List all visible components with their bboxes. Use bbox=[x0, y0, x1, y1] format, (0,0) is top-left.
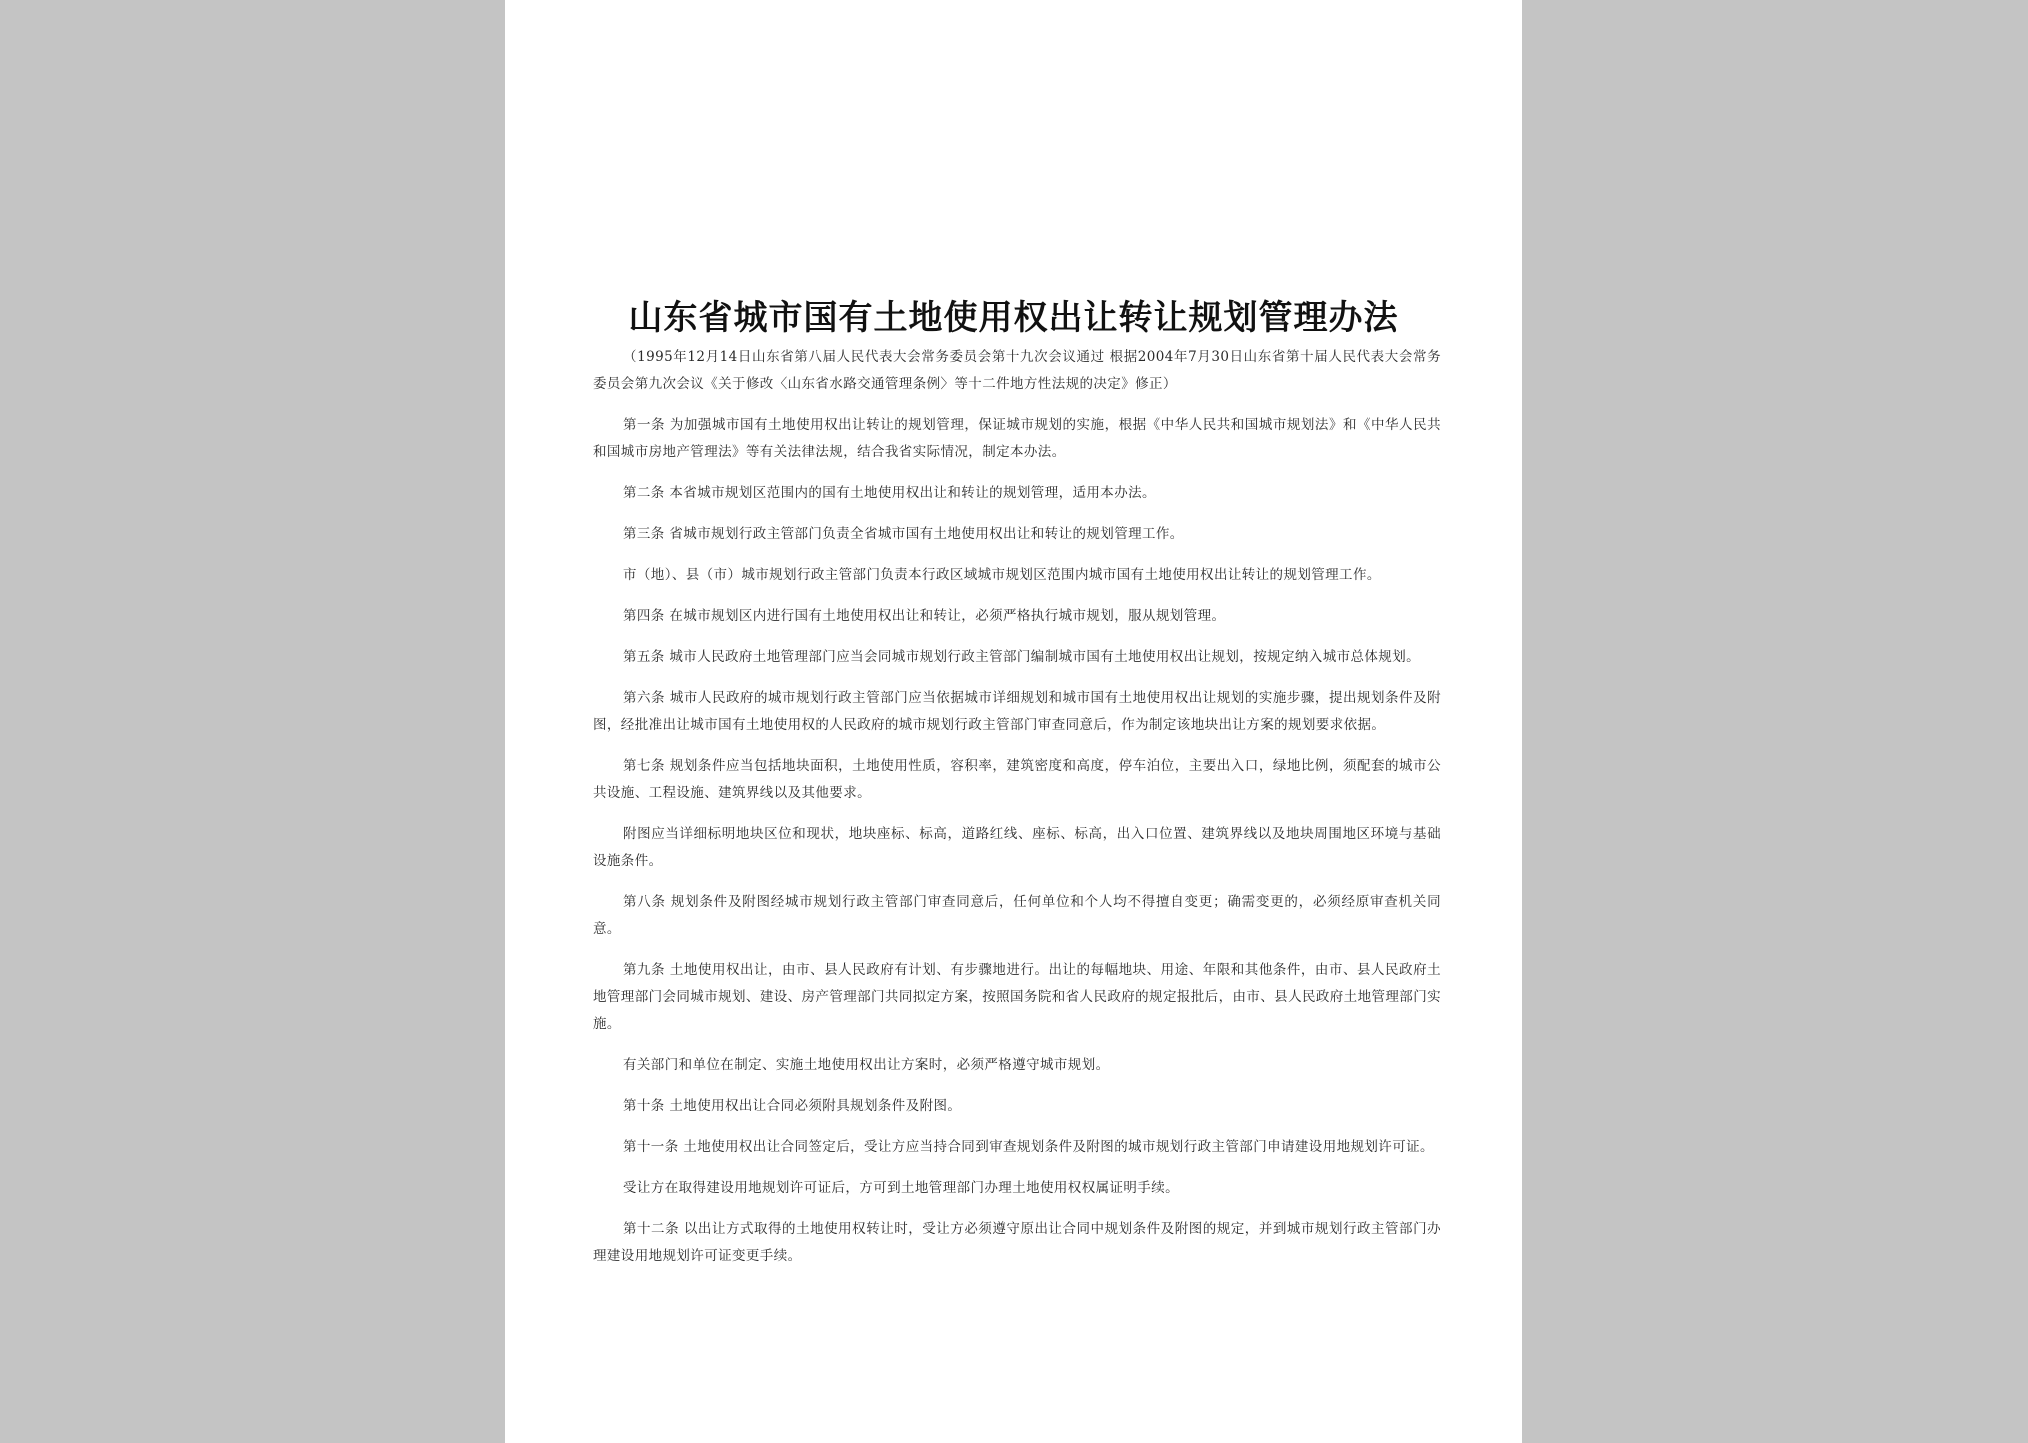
article-7-clause: 附图应当详细标明地块区位和现状，地块座标、标高，道路红线、座标、标高，出入口位置、建筑界线以及地块周围地区环境与基础设施条件。 bbox=[593, 826, 1441, 869]
article-2: 第二条 本省城市规划区范围内的国有土地使用权出让和转让的规划管理，适用本办法。 bbox=[623, 485, 1156, 501]
article-8: 第八条 规划条件及附图经城市规划行政主管部门审查同意后，任何单位和个人均不得擅自变更；确需变更的，必须经原审查机关同意。 bbox=[593, 894, 1441, 937]
article-7: 第七条 规划条件应当包括地块面积，土地使用性质，容积率，建筑密度和高度，停车泊位，主要出入口，绿地比例，须配套的城市公共设施、工程设施、建筑界线以及其他要求。 bbox=[593, 758, 1441, 801]
article-11: 第十一条 土地使用权出让合同签定后，受让方应当持合同到审查规划条件及附图的城市规划行政主管部门申请建设用地规划许可证。 bbox=[623, 1139, 1434, 1155]
article-3-clause: 市（地）、县（市）城市规划行政主管部门负责本行政区域城市规划区范围内城市国有土地使用权出让转让的规划管理工作。 bbox=[623, 567, 1381, 583]
document-title: 山东省城市国有土地使用权出让转让规划管理办法 bbox=[628, 298, 1399, 338]
article-4: 第四条 在城市规划区内进行国有土地使用权出让和转让，必须严格执行城市规划，服从规划管理。 bbox=[623, 608, 1226, 624]
article-9-clause: 有关部门和单位在制定、实施土地使用权出让方案时，必须严格遵守城市规划。 bbox=[623, 1057, 1110, 1073]
adoption-note: （1995年12月14日山东省第八届人民代表大会常务委员会第十九次会议通过 根据2004年7月30日山东省第十届人民代表大会常务委员会第九次会议《关于修改〈山东省水路交通管理条例〉等十二件地方性法规的决定》修正） bbox=[593, 349, 1441, 392]
document-body bbox=[593, 344, 1441, 1284]
article-10: 第十条 土地使用权出让合同必须附具规划条件及附图。 bbox=[623, 1098, 962, 1114]
article-5: 第五条 城市人民政府土地管理部门应当会同城市规划行政主管部门编制城市国有土地使用权出让规划，按规定纳入城市总体规划。 bbox=[623, 649, 1420, 665]
document-page bbox=[505, 0, 1522, 1443]
article-11-clause: 受让方在取得建设用地规划许可证后，方可到土地管理部门办理土地使用权权属证明手续。 bbox=[623, 1180, 1179, 1196]
article-6: 第六条 城市人民政府的城市规划行政主管部门应当依据城市详细规划和城市国有土地使用权出让规划的实施步骤，提出规划条件及附图，经批准出让城市国有土地使用权的人民政府的城市规划行政主管部门审查同意后，作为制定该地块出让方案的规划要求依据。 bbox=[593, 690, 1441, 733]
article-3: 第三条 省城市规划行政主管部门负责全省城市国有土地使用权出让和转让的规划管理工作。 bbox=[623, 526, 1184, 542]
article-1: 第一条 为加强城市国有土地使用权出让转让的规划管理，保证城市规划的实施，根据《中华人民共和国城市规划法》和《中华人民共和国城市房地产管理法》等有关法律法规，结合我省实际情况，制定本办法。 bbox=[593, 417, 1441, 460]
article-9: 第九条 土地使用权出让，由市、县人民政府有计划、有步骤地进行。出让的每幅地块、用途、年限和其他条件，由市、县人民政府土地管理部门会同城市规划、建设、房产管理部门共同拟定方案，按照国务院和省人民政府的规定报批后，由市、县人民政府土地管理部门实施。 bbox=[593, 962, 1441, 1032]
article-12: 第十二条 以出让方式取得的土地使用权转让时，受让方必须遵守原出让合同中规划条件及附图的规定，并到城市规划行政主管部门办理建设用地规划许可证变更手续。 bbox=[593, 1221, 1441, 1264]
